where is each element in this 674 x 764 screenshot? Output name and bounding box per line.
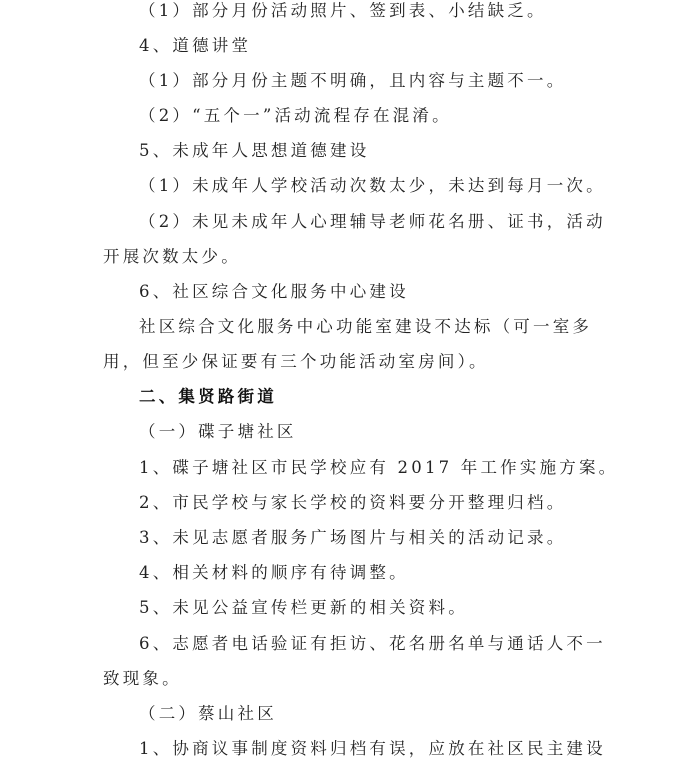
- paragraph-line-continuation: 致现象。: [103, 669, 182, 688]
- paragraph-line: 5、未见公益宣传栏更新的相关资料。: [139, 598, 468, 617]
- paragraph-line-continuation: 用，但至少保证要有三个功能活动室房间）。: [103, 352, 489, 371]
- subsection-heading: （二）蔡山社区: [139, 704, 277, 723]
- section-heading: 4、道德讲堂: [139, 36, 252, 55]
- paragraph-line: （2）“五个一”活动流程存在混淆。: [139, 106, 452, 125]
- paragraph-line-continuation: 开展次数太少。: [103, 247, 241, 266]
- paragraph-line: 1、协商议事制度资料归档有误，应放在社区民主建设: [139, 739, 606, 758]
- paragraph-line: 4、相关材料的顺序有待调整。: [139, 563, 409, 582]
- subsection-heading: （一）碟子塘社区: [139, 422, 297, 441]
- section-heading: 5、未成年人思想道德建设: [139, 141, 370, 160]
- chapter-heading: 二、集贤路街道: [139, 387, 277, 406]
- paragraph-line: （1）未成年人学校活动次数太少，未达到每月一次。: [139, 176, 606, 195]
- paragraph-line: （1）部分月份活动照片、签到表、小结缺乏。: [139, 1, 547, 20]
- paragraph-line: 6、志愿者电话验证有拒访、花名册名单与通话人不一: [139, 634, 606, 653]
- paragraph-line: （2）未见未成年人心理辅导老师花名册、证书，活动: [139, 212, 606, 231]
- section-heading: 6、社区综合文化服务中心建设: [139, 282, 409, 301]
- paragraph-line: 3、未见志愿者服务广场图片与相关的活动记录。: [139, 528, 567, 547]
- paragraph-line: （1）部分月份主题不明确，且内容与主题不一。: [139, 71, 567, 90]
- paragraph-line: 1、碟子塘社区市民学校应有 2017 年工作实施方案。: [139, 458, 619, 477]
- paragraph-line: 社区综合文化服务中心功能室建设不达标（可一室多: [139, 317, 593, 336]
- paragraph-line: 2、市民学校与家长学校的资料要分开整理归档。: [139, 493, 567, 512]
